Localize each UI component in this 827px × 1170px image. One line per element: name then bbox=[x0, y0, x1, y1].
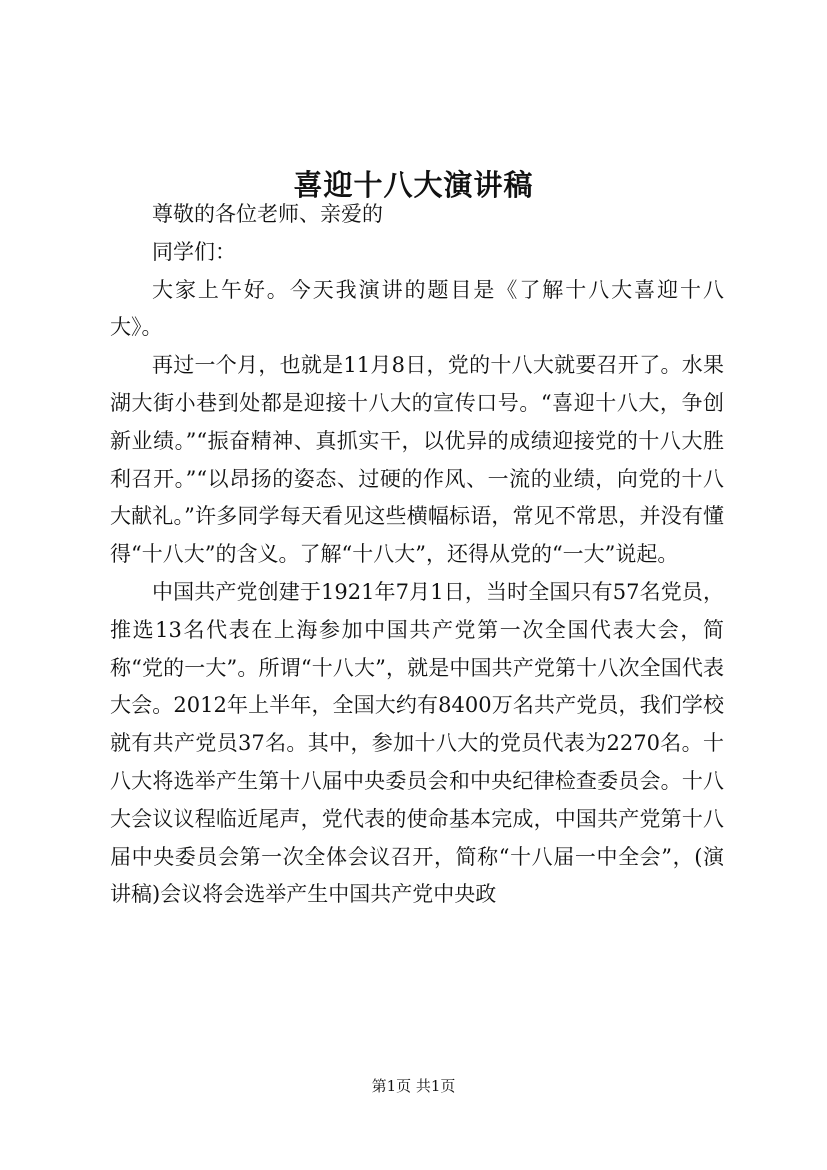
paragraph-history: 中国共产党创建于1921年7月1日，当时全国只有57名党员，推选13名代表在上海参加中国共产党第一次全国代表大会，简称“党的一大”。所谓“十八大”，就是中国共产党第十八次全国代表大会。2012年上半年，全国大约有8400万名共产党员，我们学校就有共产党员37名。其中，参加十八大的党员代表为2270名。十八大将选举产生第十八届中央委员会和中央纪律检查委员会。十八大会议议程临近尾声，党代表的使命基本完成，中国共产党第十八届中央委员会第一次全体会议召开，简称“十八届一中全会”，(演讲稿)会议将会选举产生中国共产党中央政 bbox=[110, 579, 724, 907]
document-body bbox=[110, 196, 724, 914]
paragraph-salutation-1: 尊敬的各位老师、亲爱的 bbox=[152, 202, 383, 226]
paragraph-slogans: 再过一个月，也就是11月8日，党的十八大就要召开了。水果湖大街小巷到处都是迎接十八大的宣传口号。“喜迎十八大，争创新业绩。”“振奋精神、真抓实干，以优异的成绩迎接党的十八大胜利召开。”“以昂扬的姿态、过硬的作风、一流的业绩，向党的十八大献礼。”许多同学每天看见这些横幅标语，常见不常思，并没有懂得“十八大”的含义。了解“十八大”，还得从党的“一大”说起。 bbox=[110, 353, 724, 567]
paragraph-salutation-2: 同学们： bbox=[152, 239, 236, 264]
page-footer: 第1页 共1页 bbox=[371, 1077, 456, 1095]
document-title: 喜迎十八大演讲稿 bbox=[293, 168, 534, 203]
paragraph-greeting: 大家上午好。今天我演讲的题目是《了解十八大喜迎十八大》。 bbox=[110, 277, 724, 340]
